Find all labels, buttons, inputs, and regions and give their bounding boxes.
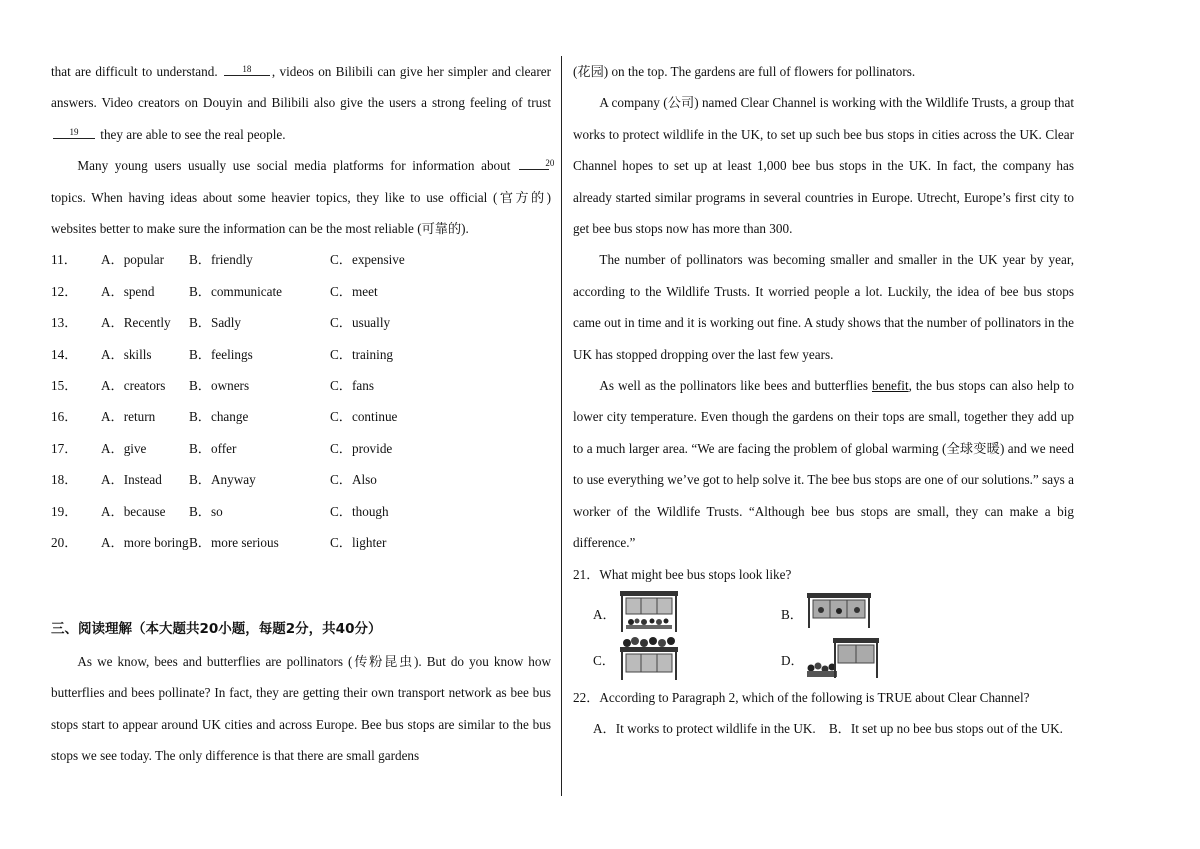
blank-19: 19 bbox=[53, 127, 95, 139]
option-b[interactable]: B．owners bbox=[189, 378, 250, 393]
option-row bbox=[51, 276, 551, 307]
option-b[interactable]: B．Sadly bbox=[189, 315, 242, 331]
option-c[interactable]: C．continue bbox=[330, 409, 398, 425]
option-a[interactable]: A．spend bbox=[101, 283, 155, 299]
blank-18: 18 bbox=[224, 64, 270, 76]
option-c[interactable]: C．expensive bbox=[330, 252, 405, 268]
right-column bbox=[573, 56, 1074, 745]
reading-paragraph: A company (公司) named Clear Channel is working with the Wildlife Trusts, a group that works to protect wildlife in the UK, to set up such bee bus stops in cities across the UK. Clear Channel hopes to set up at least 1,000 bee bus stops in the UK. In fact, the company has already started similar programs in several countries in Europe. Utrecht, Europe’s first city to get bee bus stops now has more than 300. bbox=[573, 95, 1074, 237]
text: , videos on Bilibili can give her simpler and clearer answers. Video creators on Douyin and Bilibili also give the users a strong feeling of trust bbox=[51, 64, 552, 111]
option-b[interactable]: B．communicate bbox=[189, 283, 283, 299]
option-a[interactable]: A．skills bbox=[101, 346, 152, 362]
text: As well as the pollinators like bees and butterflies bbox=[599, 378, 872, 394]
reading-paragraph: (花园) on the top. The gardens are full of flowers for pollinators. bbox=[573, 64, 916, 79]
text: they are able to see the real people. bbox=[97, 126, 286, 142]
option-a[interactable]: A．Recently bbox=[101, 315, 171, 331]
question-number: 15． bbox=[51, 378, 78, 393]
option-b[interactable]: B．friendly bbox=[189, 252, 253, 268]
bus-stop-flowers-beside-icon bbox=[805, 636, 883, 680]
bus-stop-plain-icon bbox=[805, 590, 873, 630]
question-number: 18． bbox=[51, 472, 78, 488]
option-label: C． bbox=[593, 652, 615, 668]
option-c[interactable]: C．provide bbox=[330, 440, 393, 456]
option-a[interactable]: A．creators bbox=[101, 378, 166, 393]
option-b[interactable]: B．Anyway bbox=[189, 472, 256, 488]
question-number: 14． bbox=[51, 346, 78, 362]
option-row bbox=[51, 496, 551, 527]
option-a[interactable]: A．return bbox=[101, 409, 156, 425]
option-b[interactable]: B．offer bbox=[189, 440, 237, 456]
cloze-paragraph-end bbox=[51, 56, 551, 150]
q21-options-row-2 bbox=[573, 636, 1074, 682]
option-row bbox=[51, 307, 551, 338]
option-row bbox=[51, 401, 551, 432]
option-c[interactable]: C．fans bbox=[330, 378, 374, 393]
option-c[interactable]: C．Also bbox=[330, 472, 377, 488]
option-a[interactable]: A．more boring bbox=[101, 534, 189, 550]
question-number: 19． bbox=[51, 503, 78, 519]
text: that are difficult to understand. bbox=[51, 64, 222, 79]
option-c[interactable]: C．though bbox=[330, 503, 389, 519]
option-c[interactable]: C．meet bbox=[330, 283, 378, 299]
text: , the bus stops can also help to lower city temperature. Even though the gardens on their tops are small, together they add up to a much larger area. “We are facing the problem of global warming (全球变暖) and we need to use everything we’ve got to help solve it. The bee bus stops are one of our solutions.” says a worker of the Wildlife Trusts. “Although bee bus stops are small, they can make a big difference.” bbox=[573, 378, 1074, 551]
cloze-paragraph-last bbox=[51, 150, 555, 244]
question-number: 17． bbox=[51, 440, 78, 456]
option-b[interactable]: B．feelings bbox=[189, 346, 253, 362]
question-number: 20． bbox=[51, 534, 78, 550]
option-c[interactable]: C．lighter bbox=[330, 534, 387, 550]
option-row bbox=[51, 527, 551, 558]
option-b[interactable]: B．so bbox=[189, 503, 223, 519]
option-row bbox=[51, 339, 551, 370]
option-b[interactable]: B．change bbox=[189, 409, 249, 425]
spacer bbox=[51, 558, 551, 614]
option-row bbox=[51, 244, 551, 275]
q22-option-b[interactable]: B．It set up no bee bus stops out of the UK. bbox=[828, 721, 1063, 737]
option-c[interactable]: C．usually bbox=[330, 315, 391, 331]
option-a[interactable]: A．give bbox=[101, 440, 147, 456]
reading-paragraph: As we know, bees and butterflies are pollinators (传粉昆虫). But do you know how butterflies and bees pollinate? In fact, they are getting their own transport network as bee bus stops start to appear around UK cities and across Europe. Bee bus stops are similar to the bus stops we see today. The only difference is that there are small gardens bbox=[51, 653, 551, 763]
left-column bbox=[51, 56, 555, 771]
option-row bbox=[51, 464, 551, 495]
question-22: 22．According to Paragraph 2, which of the following is TRUE about Clear Channel? bbox=[573, 689, 1030, 705]
cloze-options bbox=[51, 244, 551, 558]
option-a[interactable]: A．popular bbox=[101, 252, 164, 268]
text: Many young users usually use social media platforms for information about bbox=[77, 158, 517, 174]
q22-option-a[interactable]: A．It works to protect wildlife in the UK. bbox=[593, 721, 816, 737]
bus-stop-flowers-below-icon bbox=[617, 590, 681, 634]
bus-stop-flowers-on-top-icon bbox=[617, 636, 681, 682]
option-label: B． bbox=[781, 606, 803, 622]
underlined-word: benefit bbox=[872, 378, 909, 394]
option-b[interactable]: B．more serious bbox=[189, 534, 279, 550]
reading-paragraph bbox=[573, 370, 1074, 558]
q21-options-row-1 bbox=[573, 590, 1074, 636]
question-21: 21．What might bee bus stops look like? bbox=[573, 566, 792, 582]
question-number: 16． bbox=[51, 409, 78, 425]
blank-20: 20 bbox=[519, 158, 549, 170]
option-c[interactable]: C．training bbox=[330, 346, 394, 362]
option-label: A． bbox=[593, 606, 616, 622]
question-number: 13． bbox=[51, 315, 78, 331]
question-number: 11． bbox=[51, 252, 77, 268]
text: topics. When having ideas about some heavier topics, they like to use official (官方的) websites better to make sure the information can be the most reliable (可靠的). bbox=[51, 189, 551, 237]
option-row bbox=[51, 433, 551, 464]
column-divider bbox=[561, 56, 562, 796]
option-a[interactable]: A．because bbox=[101, 503, 166, 519]
option-a[interactable]: A．Instead bbox=[101, 472, 162, 488]
section-title: 三、阅读理解（本大题共20小题，每题2分，共40分） bbox=[51, 621, 382, 638]
reading-paragraph: The number of pollinators was becoming smaller and smaller in the UK year by year, according to the Wildlife Trusts. It worried people a lot. Luckily, the idea of bee bus stops came out in time and it is working out fine. A study shows that the number of pollinators in the UK has stopped dropping over the last few years. bbox=[573, 252, 1074, 362]
q22-options bbox=[573, 713, 1074, 744]
question-number: 12． bbox=[51, 283, 78, 299]
option-row bbox=[51, 370, 551, 401]
option-label: D． bbox=[781, 652, 804, 668]
